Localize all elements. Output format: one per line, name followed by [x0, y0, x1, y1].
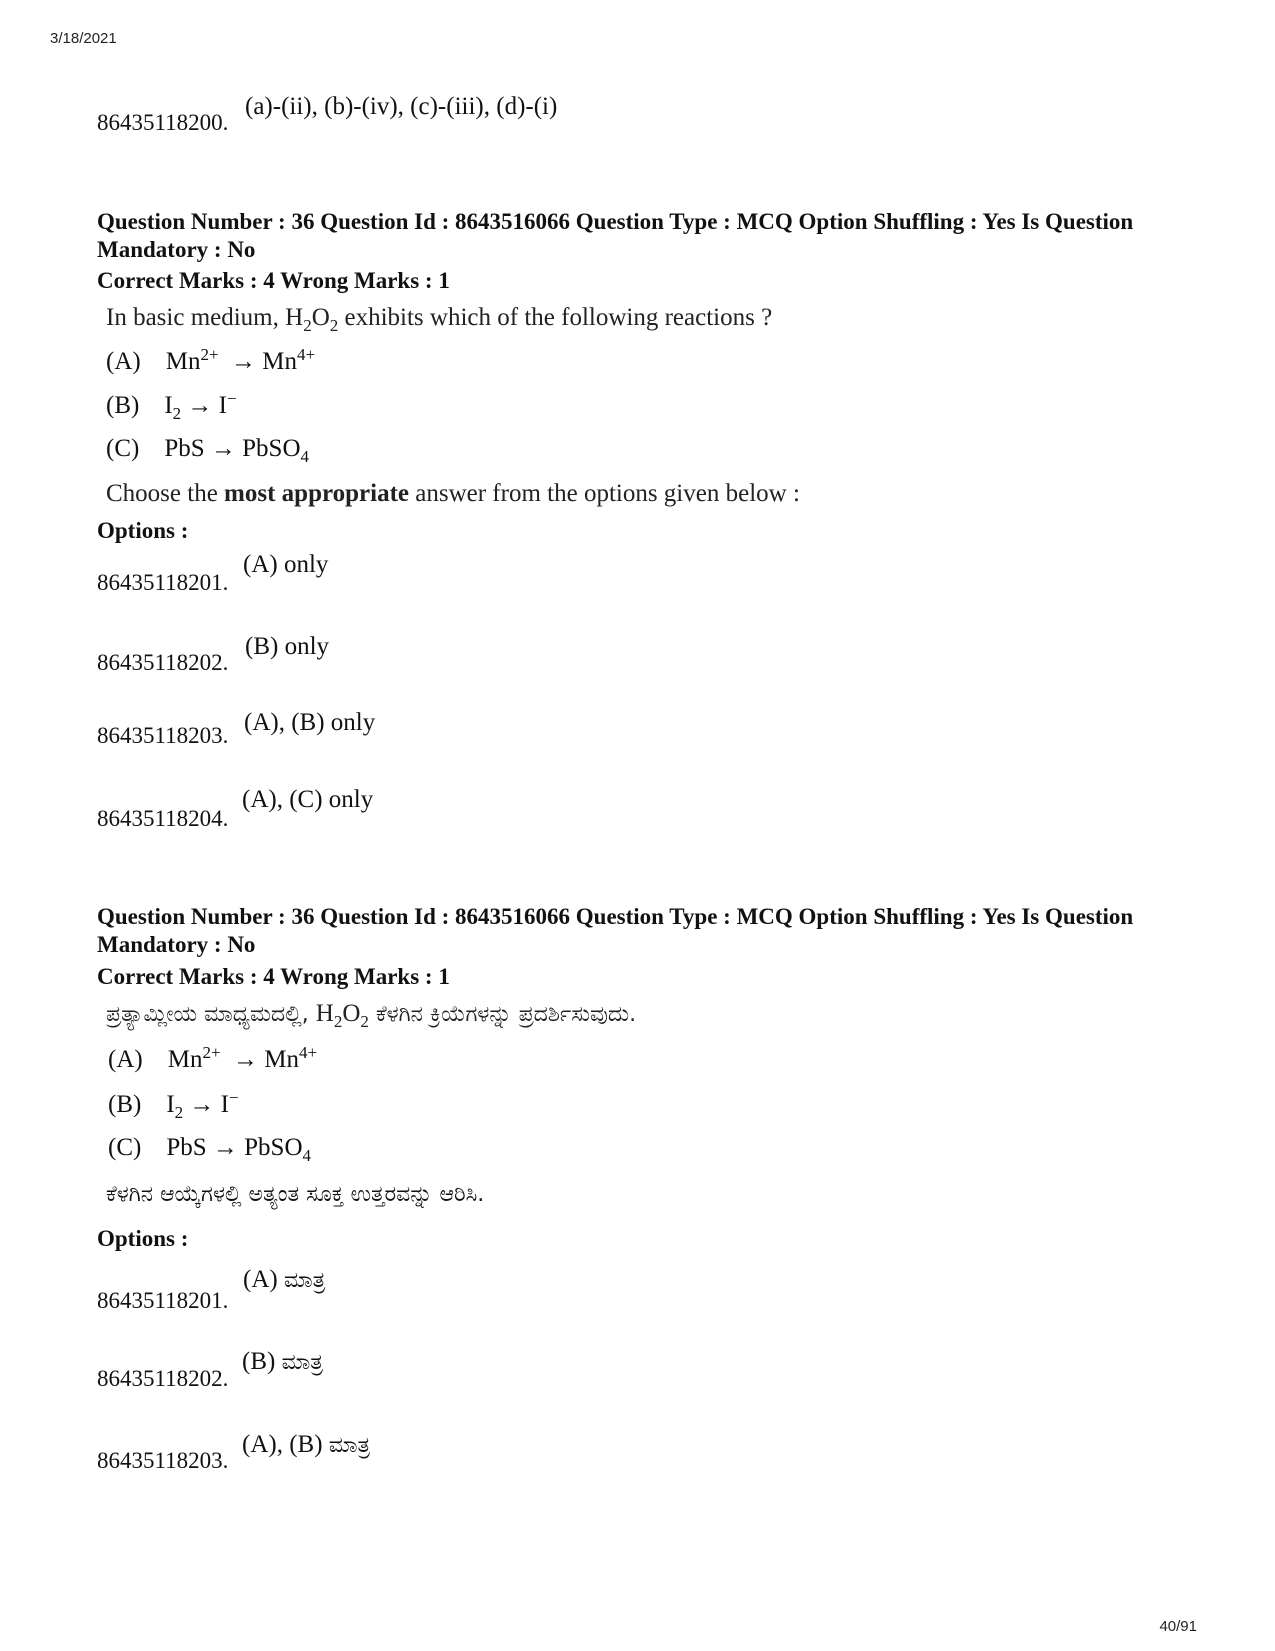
question-marks: Correct Marks : 4 Wrong Marks : 1: [97, 268, 450, 293]
reaction-a: (A) $Mn^{2+} \to Mn^{4+}$: [106, 345, 316, 375]
option-id: 86435118201.: [97, 570, 229, 595]
option-id: 86435118203.: [97, 723, 229, 748]
option-id: 86435118200.: [97, 110, 229, 135]
question-header: Question Number : 36 Question Id : 8643516066 Question Type : MCQ Option Shuffling : Yes Is Question Mandatory : No: [97, 209, 1134, 262]
option-id: 86435118202.: [97, 650, 229, 675]
choose-instruction: Choose the most appropriate answer from the options given below :: [106, 480, 800, 507]
option-text: (a)-(ii), (b)-(iv), (c)-(iii), (d)-(i): [245, 93, 558, 120]
options-label: Options :: [97, 518, 189, 543]
reaction-c: (C) PbS → PbSO$_4$: [106, 435, 310, 466]
arrow-icon: →: [233, 1046, 259, 1073]
print-date: 3/18/2021: [50, 30, 117, 47]
reaction-c: (C) PbS → PbSO$_4$: [108, 1134, 312, 1165]
option-text: (A) only: [243, 551, 329, 578]
option-text: (A), (B) ಮಾತ್ರ: [242, 1431, 371, 1458]
option-id: 86435118202.: [97, 1366, 229, 1391]
option-text: (B) ಮಾತ್ರ: [242, 1348, 323, 1375]
option-text: (B) only: [245, 633, 330, 660]
option-text: (A), (C) only: [242, 786, 374, 813]
arrow-icon: →: [210, 435, 236, 462]
option-text: (A) ಮಾತ್ರ: [243, 1266, 326, 1293]
reaction-b: (B) $I_2 \to I^-$: [106, 389, 237, 423]
arrow-icon: →: [187, 392, 213, 419]
question-stem: In basic medium, $H_2O_2$ exhibits which of the following reactions ?: [106, 304, 773, 335]
arrow-icon: →: [212, 1134, 238, 1161]
options-label: Options :: [97, 1226, 189, 1251]
reaction-b: (B) $I_2 \to I^-$: [108, 1088, 239, 1122]
question-marks: Correct Marks : 4 Wrong Marks : 1: [97, 964, 450, 989]
arrow-icon: →: [231, 348, 257, 375]
option-text: (A), (B) only: [244, 709, 376, 736]
choose-instruction: ಕೆಳಗಿನ ಆಯ್ಕೆಗಳಲ್ಲಿ ಅತ್ಯಂತ ಸೂಕ್ತ ಉತ್ತರವನ್ನು ಆರಿಸಿ.: [106, 1182, 485, 1207]
option-id: 86435118204.: [97, 806, 229, 831]
option-id: 86435118201.: [97, 1288, 229, 1313]
arrow-icon: →: [189, 1091, 215, 1118]
question-stem: ಪ್ರತ್ಯಾಮ್ಲೀಯ ಮಾಧ್ಯಮದಲ್ಲಿ, $H_2O_2$ ಕೆಳಗಿನ ಕ್ರಿಯೆಗಳನ್ನು ಪ್ರದರ್ಶಿಸುವುದು.: [106, 1000, 637, 1031]
page-number: 40/91: [1159, 1618, 1197, 1635]
option-id: 86435118203.: [97, 1448, 229, 1473]
question-header: Question Number : 36 Question Id : 8643516066 Question Type : MCQ Option Shuffling : Yes Is Question Mandatory : No: [97, 904, 1134, 957]
reaction-a: (A) $Mn^{2+} \to Mn^{4+}$: [108, 1043, 318, 1073]
